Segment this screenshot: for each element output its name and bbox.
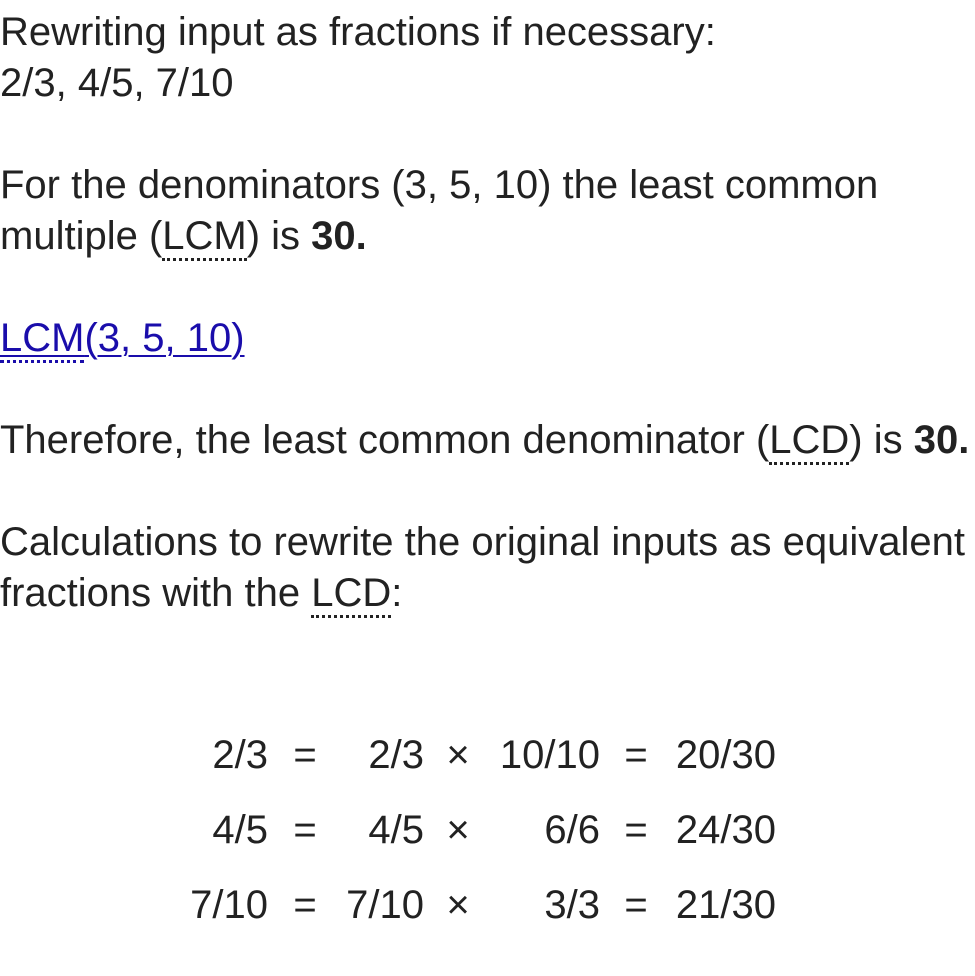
lcm-text-after: ) is <box>246 214 312 258</box>
result-fraction: 21/30 <box>675 883 776 927</box>
spacer <box>0 109 975 160</box>
times-sign: × <box>446 733 470 777</box>
input-fraction: 4/5 <box>212 808 268 852</box>
equals-sign: = <box>293 883 317 927</box>
lcm-paragraph <box>0 160 975 262</box>
multiplier-fraction: 6/6 <box>544 808 600 852</box>
input-fractions: 2/3, 4/5, 7/10 <box>0 61 234 105</box>
equivalent-fractions-table <box>0 718 776 943</box>
spacer <box>0 466 975 517</box>
lcm-text-before: For the denominators (3, 5, 10) the least common multiple ( <box>0 163 879 258</box>
solution-content <box>0 7 975 619</box>
lcm-link-args[interactable]: (3, 5, 10) <box>84 316 245 360</box>
equals-sign: = <box>624 808 648 852</box>
lcd-abbreviation[interactable]: LCD <box>769 418 849 465</box>
lcm-abbreviation[interactable]: LCM <box>162 214 246 261</box>
calc-intro-before: Calculations to rewrite the original inputs as equivalent fractions with the <box>0 520 965 615</box>
result-fraction: 24/30 <box>675 808 776 852</box>
original-fraction: 7/10 <box>346 883 424 927</box>
times-sign: × <box>446 808 470 852</box>
spacer <box>0 262 975 313</box>
original-fraction: 2/3 <box>368 733 424 777</box>
lcm-value: 30. <box>311 214 367 258</box>
calc-row <box>0 718 776 793</box>
lcd-value: 30. <box>913 418 970 462</box>
times-sign: × <box>446 883 470 927</box>
equals-sign: = <box>624 883 648 927</box>
calc-intro-lcd-abbreviation[interactable]: LCD <box>311 571 391 618</box>
multiplier-fraction: 10/10 <box>499 733 600 777</box>
calc-intro-after: : <box>391 571 403 615</box>
original-fraction: 4/5 <box>368 808 424 852</box>
lcd-text-after: ) is <box>849 418 914 462</box>
equals-sign: = <box>293 808 317 852</box>
multiplier-fraction: 3/3 <box>544 883 600 927</box>
calc-intro-paragraph <box>0 517 975 619</box>
intro-heading: Rewriting input as fractions if necessary: <box>0 10 716 54</box>
equals-sign: = <box>293 733 317 777</box>
input-fraction: 7/10 <box>190 883 268 927</box>
calc-row <box>0 868 776 943</box>
result-fraction: 20/30 <box>675 733 776 777</box>
lcm-link-line <box>0 313 975 364</box>
lcd-paragraph <box>0 415 975 466</box>
input-fraction: 2/3 <box>212 733 268 777</box>
spacer <box>0 364 975 415</box>
equals-sign: = <box>624 733 648 777</box>
lcd-text-before: Therefore, the least common denominator ( <box>0 418 770 462</box>
lcm-calculator-link[interactable] <box>0 316 245 363</box>
calc-row <box>0 793 776 868</box>
lcm-link-abbreviation[interactable]: LCM <box>0 316 84 363</box>
